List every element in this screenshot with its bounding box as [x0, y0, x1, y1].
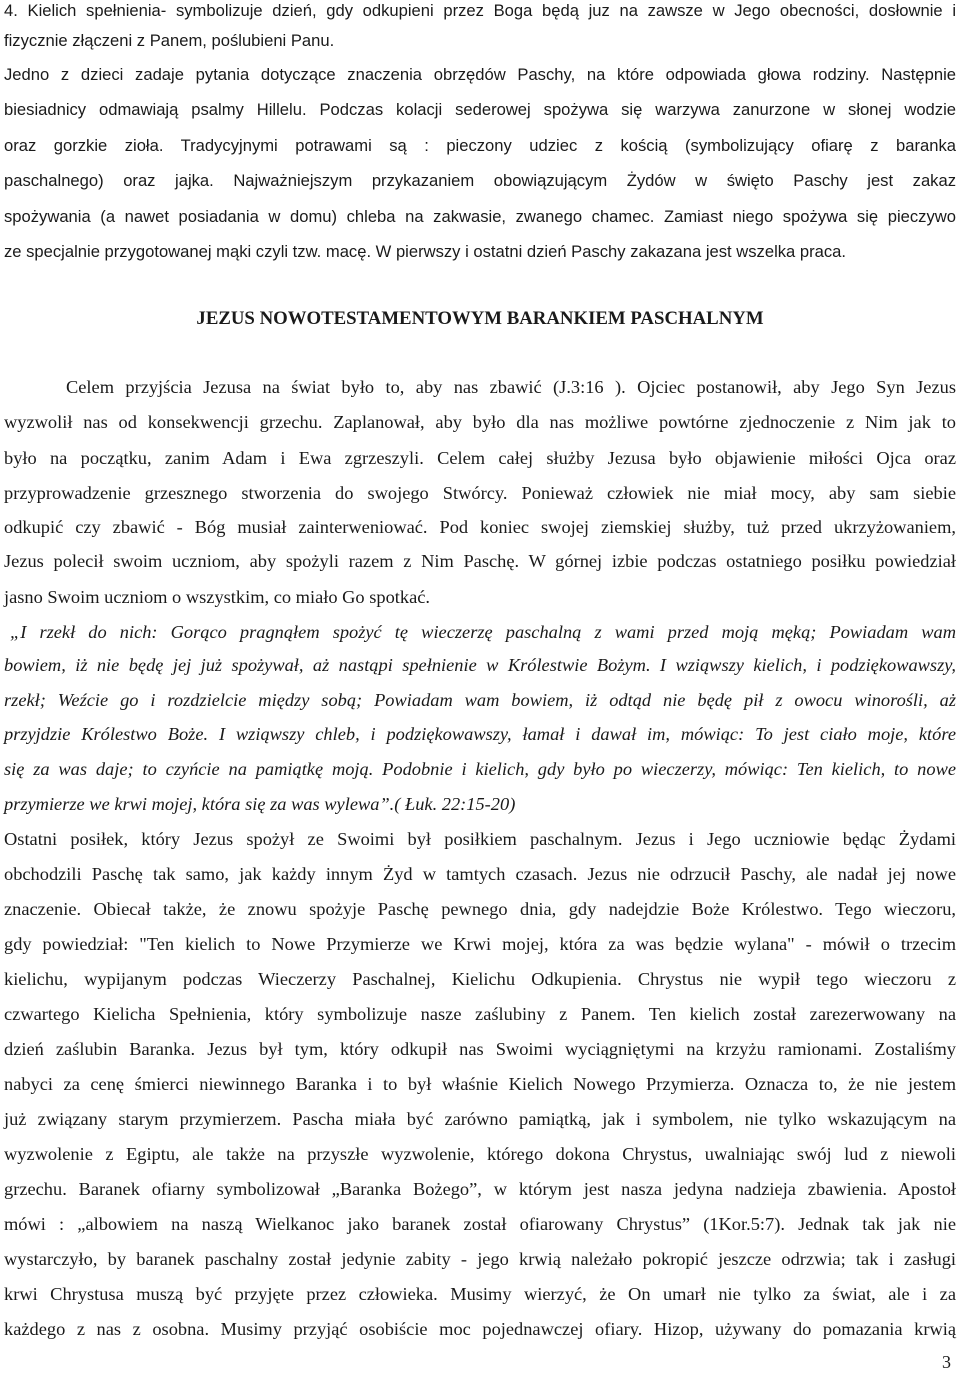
text-line: było na początku, zanim Adam i Ewa zgrzeszyli. Celem całej służby Jezusa było objawienie miłości Ojca oraz — [4, 448, 956, 468]
text-line: 4. Kielich spełnienia- symbolizuje dzień, gdy odkupieni przez Boga będą juz na zawsze w Jego obecności, dosłownie i — [4, 1, 956, 20]
text-line: mówi : „albowiem na naszą Wielkanoc jako baranek został ofiarowany Chrystus” (1Kor.5:7). Jednak tak jak nie — [4, 1214, 956, 1234]
text-line: Jezus polecił swoim uczniom, aby spożyli razem z Nim Paschę. W górnej izbie podczas ostatniego posiłku powiedział — [4, 551, 956, 571]
text-line: kielichu, wypijanym podczas Wieczerzy Paschalnej, Kielichu Odkupienia. Chrystus nie wypił tego wieczoru z — [4, 969, 956, 989]
text-line: biesiadnicy odmawiają psalmy Hillelu. Podczas kolacji sederowej spożywa się warzywa zanurzone w słonej wodzie — [4, 100, 956, 119]
text-line: wyzwolenie z Egiptu, ale także na przyszłe wyzwolenie, którego dokona Chrystus, uwalniając swój lud z niewoli — [4, 1144, 956, 1164]
text-line: bowiem, iż nie będę jej już spożywał, aż nastąpi spełnienie w Królestwie Bożym. I wziąwszy kielich, i podziękowawszy, — [4, 655, 956, 675]
text-line: Celem przyjścia Jezusa na świat było to, aby nas zbawić (J.3:16 ). Ojciec postanowił, aby Jego Syn Jezus — [66, 377, 956, 397]
text-line: czwartego Kielicha Spełnienia, który symbolizuje nasze zaślubiny z Panem. Ten kielich został zarezerwowany na — [4, 1004, 956, 1024]
section-heading: JEZUS NOWOTESTAMENTOWYM BARANKIEM PASCHALNYM — [196, 308, 764, 329]
text-line: znaczenie. Obiecał także, że znowu spożyje Paschę pewnego dnia, gdy nadejdzie Boże Królestwo. Tego wieczoru, — [4, 899, 956, 919]
text-line: gdy powiedział: "Ten kielich to Nowe Przymierze we Krwi mojej, która za was będzie wylana" - mówił o trzecim — [4, 934, 956, 954]
text-line: oraz gorzkie zioła. Tradycyjnymi potrawami są : pieczony udziec z kością (symbolizujący ofiarę z baranka — [4, 136, 956, 155]
text-line: przymierze we krwi mojej, która się za was wylewa”.( Łuk. 22:15-20) — [4, 794, 516, 814]
text-line: Ostatni posiłek, który Jezus spożył ze Swoimi był posiłkiem paschalnym. Jezus i Jego uczniowie będąc Żydami — [4, 829, 956, 849]
text-line: spożywania (a nawet posiadania w domu) chleba na zakwasie, zwanego chamec. Zamiast niego spożywa się pieczywo — [4, 207, 956, 226]
text-line: już związany starym przymierzem. Pascha miała być zarówno pamiątką, jak i symbolem, nie tylko wskazującym na — [4, 1109, 956, 1129]
text-line: ze specjalnie przygotowanej mąki czyli tzw. macę. W pierwszy i ostatni dzień Paschy zakazana jest wszelka praca. — [4, 242, 847, 261]
text-line: fizycznie złączeni z Panem, poślubieni Panu. — [4, 31, 335, 50]
text-line: przyjdzie Królestwo Boże. I wziąwszy chleb, i podziękowawszy, łamał i dawał im, mówiąc: To jest ciało moje, które — [4, 724, 956, 744]
text-line: wystarczyło, by baranek paschalny został jedynie zabity - jego krwią należało pokropić jeszcze odrzwia; tak i zasługi — [4, 1249, 956, 1269]
text-line: rzekł; Weźcie go i rozdzielcie między sobą; Powiadam wam bowiem, iż odtąd nie będę pił z owocu winorośli, aż — [4, 690, 956, 710]
text-line: przyprowadzenie grzesznego stworzenia do swojego Stwórcy. Ponieważ człowiek nie miał mocy, aby sam siebie — [4, 483, 956, 503]
text-line: grzechu. Baranek ofiarny symbolizował „Baranka Bożego”, w którym jest nasza jedyna nadzieja zbawienia. Apostoł — [4, 1179, 956, 1199]
text-line: „I rzekł do nich: Gorąco pragnąłem spożyć tę wieczerzę paschalną z wami przed moją męką; Powiadam wam — [10, 622, 956, 642]
text-line: krwi Chrystusa muszą być przyjęte przez człowieka. Musimy wierzyć, że On umarł nie tylko za świat, ale i za — [4, 1284, 956, 1304]
text-line: wyzwolił nas od konsekwencji grzechu. Zaplanował, aby było dla nas możliwe powtórne zjednoczenie z Nim jak to — [4, 412, 956, 432]
text-line: paschalnego) oraz jajka. Najważniejszym przykazaniem obowiązującym Żydów w święto Paschy jest zakaz — [4, 171, 956, 190]
text-line: nabyci za cenę śmierci niewinnego Baranka i to był właśnie Kielich Nowego Przymierza. Oznacza to, że nie jestem — [4, 1074, 956, 1094]
text-line: odkupić czy zbawić - Bóg musiał zainterweniować. Pod koniec swojej ziemskiej służby, tuż przed ukrzyżowaniem, — [4, 517, 956, 537]
page-number: 3 — [942, 1352, 951, 1372]
text-line: dzień zaślubin Baranka. Jezus był tym, który odkupił nas Swoimi wyciągniętymi na krzyżu ramionami. Zostaliśmy — [4, 1039, 956, 1059]
text-line: każdego z nas z osobna. Musimy przyjąć osobiście moc pojednawczej ofiary. Hizop, używany do pomazania krwią — [4, 1319, 956, 1339]
text-line: jasno Swoim uczniom o wszystkim, co miało Go spotkać. — [4, 587, 431, 607]
text-line: się za was daje; to czyńcie na pamiątkę moją. Podobnie i kielich, gdy było po wieczerzy, mówiąc: Ten kielich, to nowe — [4, 759, 956, 779]
text-line: obchodzili Paschę tak samo, jak każdy innym Żyd w tamtych czasach. Jezus nie odrzucił Paschy, ale nadał jej nowe — [4, 864, 956, 884]
text-line: Jedno z dzieci zadaje pytania dotyczące znaczenia obrzędów Paschy, na które odpowiada głowa rodziny. Następnie — [4, 65, 956, 84]
